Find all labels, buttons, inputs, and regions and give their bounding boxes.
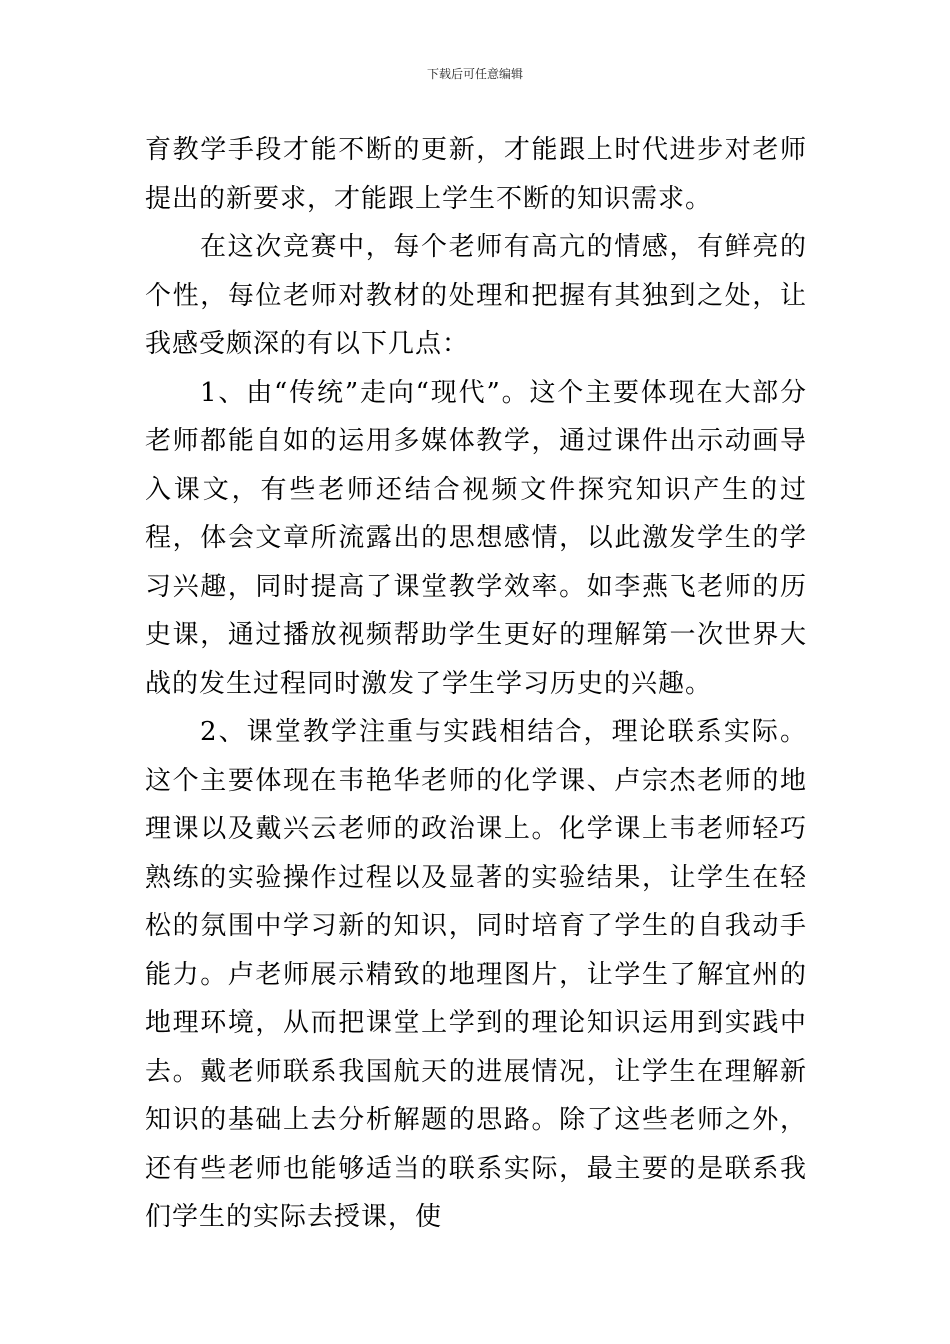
- header-note: 下载后可任意编辑: [426, 67, 523, 81]
- paragraph-continuation: 育教学手段才能不断的更新，才能跟上时代进步对老师提出的新要求，才能跟上学生不断的知识需求。: [145, 135, 807, 214]
- paragraph-intro: 在这次竞赛中，每个老师有高亢的情感，有鲜亮的个性，每位老师对教材的处理和把握有其独到之处，让我感受颇深的有以下几点：: [145, 232, 807, 359]
- document-body: [145, 126, 807, 1242]
- paragraph-point-2: 2、课堂教学注重与实践相结合，理论联系实际。这个主要体现在韦艳华老师的化学课、卢宗杰老师的地理课以及戴兴云老师的政治课上。化学课上韦老师轻巧熟练的实验操作过程以及显著的实验结果，让学生在轻松的氛围中学习新的知识，同时培育了学生的自我动手能力。卢老师展示精致的地理图片，让学生了解宜州的地理环境，从而把课堂上学到的理论知识运用到实践中去。戴老师联系我国航天的进展情况，让学生在理解新知识的基础上去分析解题的思路。除了这些老师之外，还有些老师也能够适当的联系实际，最主要的是联系我们学生的实际去授课，使: [145, 717, 807, 1232]
- paragraph-point-1: 1、由“传统”走向“现代”。这个主要体现在大部分老师都能自如的运用多媒体教学，通过课件出示动画导入课文，有些老师还结合视频文件探究知识产生的过程，体会文章所流露出的思想感情，以此激发学生的学习兴趣，同时提高了课堂教学效率。如李燕飞老师的历史课，通过播放视频帮助学生更好的理解第一次世界大战的发生过程同时激发了学生学习历史的兴趣。: [145, 377, 807, 699]
